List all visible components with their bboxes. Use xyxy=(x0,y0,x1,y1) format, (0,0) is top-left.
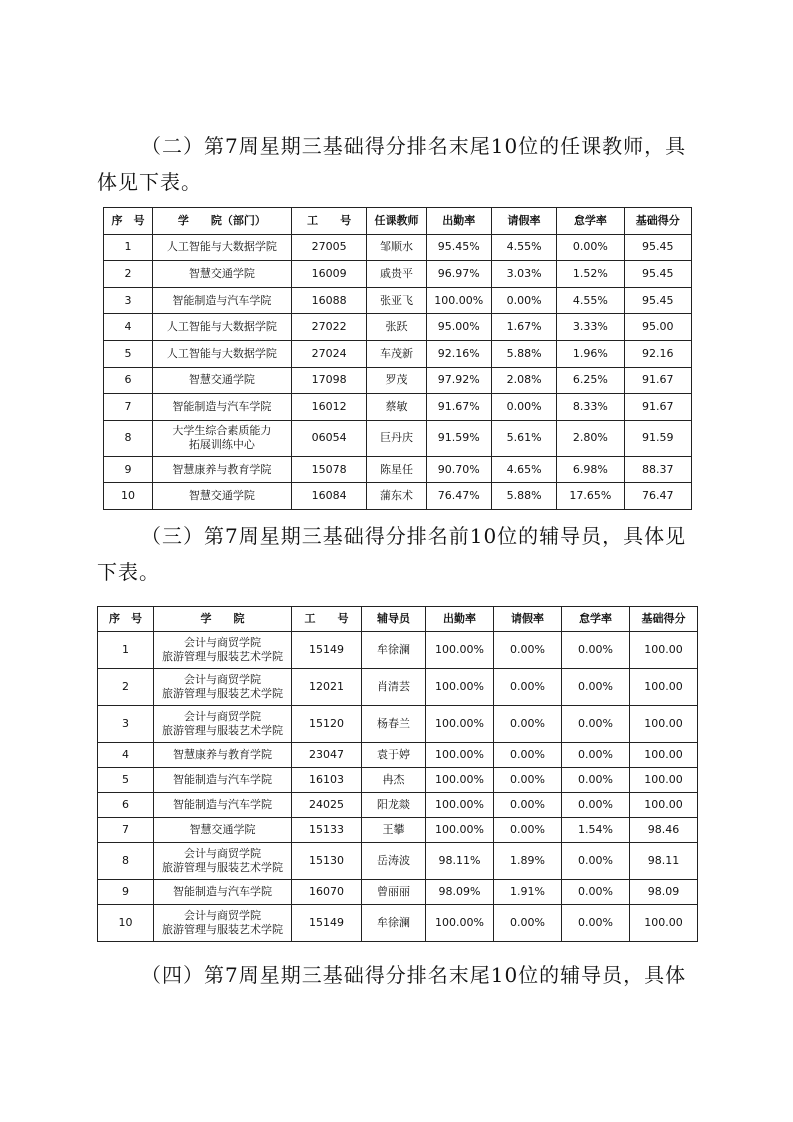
header-id: 工 号 xyxy=(291,208,367,235)
header-attendance: 出勤率 xyxy=(426,208,491,235)
truancy-rate-cell: 1.96% xyxy=(557,340,624,367)
truancy-rate-cell: 0.00% xyxy=(562,905,630,942)
row-number-cell: 10 xyxy=(98,905,154,942)
college-line: 智能制造与汽车学院 xyxy=(172,399,272,413)
college-line: 智能制造与汽车学院 xyxy=(173,798,272,811)
staff-id-cell: 06054 xyxy=(291,420,367,456)
table-row xyxy=(98,793,698,818)
counselor-top10-table xyxy=(97,606,698,942)
staff-id-cell: 27005 xyxy=(291,234,367,261)
table-header-row xyxy=(98,607,698,632)
base-score-cell: 95.45 xyxy=(624,261,691,288)
person-name-cell: 阳龙燚 xyxy=(362,793,426,818)
college-line: 人工智能与大数据学院 xyxy=(166,240,277,254)
staff-id-cell: 23047 xyxy=(292,743,362,768)
staff-id-cell: 24025 xyxy=(292,793,362,818)
attendance-rate-cell: 100.00% xyxy=(426,793,494,818)
college-cell xyxy=(154,818,292,843)
base-score-cell: 95.00 xyxy=(624,314,691,341)
person-name-cell: 罗茂 xyxy=(367,367,426,394)
college-cell xyxy=(154,706,292,743)
row-number-cell: 7 xyxy=(104,394,153,421)
college-line: 会计与商贸学院 xyxy=(184,636,261,649)
table-row xyxy=(98,669,698,706)
staff-id-cell: 15133 xyxy=(292,818,362,843)
staff-id-cell: 15130 xyxy=(292,843,362,880)
staff-id-cell: 16070 xyxy=(292,880,362,905)
college-cell xyxy=(153,314,292,341)
leave-rate-cell: 5.88% xyxy=(491,340,556,367)
row-number-cell: 5 xyxy=(104,340,153,367)
truancy-rate-cell: 0.00% xyxy=(562,743,630,768)
college-line: 智能制造与汽车学院 xyxy=(173,885,272,898)
header-no: 序 号 xyxy=(98,607,154,632)
staff-id-cell: 16088 xyxy=(291,287,367,314)
attendance-rate-cell: 100.00% xyxy=(426,706,494,743)
staff-id-cell: 16009 xyxy=(291,261,367,288)
table-row xyxy=(98,768,698,793)
leave-rate-cell: 0.00% xyxy=(494,818,562,843)
college-line: 会计与商贸学院 xyxy=(184,673,261,686)
college-cell xyxy=(153,420,292,456)
truancy-rate-cell: 0.00% xyxy=(557,234,624,261)
attendance-rate-cell: 95.45% xyxy=(426,234,491,261)
header-score: 基础得分 xyxy=(630,607,698,632)
table-row xyxy=(104,314,692,341)
staff-id-cell: 15149 xyxy=(292,905,362,942)
staff-id-cell: 12021 xyxy=(292,669,362,706)
header-leave: 请假率 xyxy=(491,208,556,235)
base-score-cell: 100.00 xyxy=(630,768,698,793)
row-number-cell: 3 xyxy=(104,287,153,314)
row-number-cell: 1 xyxy=(98,632,154,669)
attendance-rate-cell: 100.00% xyxy=(426,743,494,768)
base-score-cell: 76.47 xyxy=(624,483,691,510)
college-cell xyxy=(154,743,292,768)
person-name-cell: 蒲东术 xyxy=(367,483,426,510)
truancy-rate-cell: 3.33% xyxy=(557,314,624,341)
attendance-rate-cell: 100.00% xyxy=(426,905,494,942)
college-line: 智慧交通学院 xyxy=(188,489,255,503)
staff-id-cell: 27024 xyxy=(291,340,367,367)
college-line: 智能制造与汽车学院 xyxy=(172,293,272,307)
base-score-cell: 95.45 xyxy=(624,234,691,261)
base-score-cell: 100.00 xyxy=(630,706,698,743)
truancy-rate-cell: 6.98% xyxy=(557,456,624,483)
table-row xyxy=(104,234,692,261)
staff-id-cell: 17098 xyxy=(291,367,367,394)
leave-rate-cell: 1.91% xyxy=(494,880,562,905)
table-row xyxy=(98,818,698,843)
header-college: 学 院 xyxy=(154,607,292,632)
college-cell xyxy=(153,287,292,314)
truancy-rate-cell: 0.00% xyxy=(562,669,630,706)
college-line: 旅游管理与服装艺术学院 xyxy=(162,861,283,874)
person-name-cell: 张跃 xyxy=(367,314,426,341)
leave-rate-cell: 0.00% xyxy=(494,632,562,669)
leave-rate-cell: 0.00% xyxy=(494,669,562,706)
header-no: 序 号 xyxy=(104,208,153,235)
row-number-cell: 8 xyxy=(98,843,154,880)
person-name-cell: 肖清芸 xyxy=(362,669,426,706)
header-name: 任课教师 xyxy=(367,208,426,235)
leave-rate-cell: 0.00% xyxy=(494,768,562,793)
person-name-cell: 戚贵平 xyxy=(367,261,426,288)
leave-rate-cell: 1.67% xyxy=(491,314,556,341)
section-three-heading: （三）第7周星期三基础得分排名前10位的辅导员，具体见下表。 xyxy=(97,524,687,584)
header-college: 学 院（部门） xyxy=(153,208,292,235)
table-row xyxy=(104,394,692,421)
base-score-cell: 100.00 xyxy=(630,743,698,768)
base-score-cell: 100.00 xyxy=(630,905,698,942)
row-number-cell: 2 xyxy=(104,261,153,288)
truancy-rate-cell: 1.52% xyxy=(557,261,624,288)
college-line: 旅游管理与服装艺术学院 xyxy=(162,724,283,737)
person-name-cell: 牟徐澜 xyxy=(362,632,426,669)
section-four-heading: （四）第7周星期三基础得分排名末尾10位的辅导员，具体 xyxy=(141,963,687,987)
leave-rate-cell: 1.89% xyxy=(494,843,562,880)
person-name-cell: 车茂新 xyxy=(367,340,426,367)
base-score-cell: 88.37 xyxy=(624,456,691,483)
college-cell xyxy=(153,456,292,483)
row-number-cell: 4 xyxy=(98,743,154,768)
person-name-cell: 牟徐澜 xyxy=(362,905,426,942)
truancy-rate-cell: 6.25% xyxy=(557,367,624,394)
base-score-cell: 100.00 xyxy=(630,632,698,669)
table-row xyxy=(104,261,692,288)
table-row xyxy=(104,367,692,394)
attendance-rate-cell: 100.00% xyxy=(426,768,494,793)
table-row xyxy=(104,340,692,367)
teacher-bottom10-table xyxy=(103,207,692,510)
staff-id-cell: 15078 xyxy=(291,456,367,483)
college-cell xyxy=(154,669,292,706)
college-line: 会计与商贸学院 xyxy=(184,909,261,922)
leave-rate-cell: 4.55% xyxy=(491,234,556,261)
attendance-rate-cell: 92.16% xyxy=(426,340,491,367)
staff-id-cell: 27022 xyxy=(291,314,367,341)
row-number-cell: 9 xyxy=(98,880,154,905)
row-number-cell: 2 xyxy=(98,669,154,706)
header-leave: 请假率 xyxy=(494,607,562,632)
college-line: 智慧交通学院 xyxy=(188,373,255,387)
truancy-rate-cell: 2.80% xyxy=(557,420,624,456)
staff-id-cell: 16084 xyxy=(291,483,367,510)
attendance-rate-cell: 98.11% xyxy=(426,843,494,880)
attendance-rate-cell: 100.00% xyxy=(426,669,494,706)
college-cell xyxy=(154,632,292,669)
truancy-rate-cell: 17.65% xyxy=(557,483,624,510)
attendance-rate-cell: 100.00% xyxy=(426,818,494,843)
person-name-cell: 张亚飞 xyxy=(367,287,426,314)
leave-rate-cell: 0.00% xyxy=(494,793,562,818)
college-cell xyxy=(154,843,292,880)
college-cell xyxy=(154,880,292,905)
college-cell xyxy=(153,234,292,261)
college-cell xyxy=(154,768,292,793)
college-line: 人工智能与大数据学院 xyxy=(166,320,277,334)
person-name-cell: 岳涛波 xyxy=(362,843,426,880)
header-truancy: 怠学率 xyxy=(557,208,624,235)
college-line: 旅游管理与服装艺术学院 xyxy=(162,687,283,700)
row-number-cell: 8 xyxy=(104,420,153,456)
attendance-rate-cell: 96.97% xyxy=(426,261,491,288)
college-cell xyxy=(153,261,292,288)
leave-rate-cell: 5.61% xyxy=(491,420,556,456)
leave-rate-cell: 0.00% xyxy=(494,905,562,942)
row-number-cell: 5 xyxy=(98,768,154,793)
row-number-cell: 10 xyxy=(104,483,153,510)
truancy-rate-cell: 0.00% xyxy=(562,706,630,743)
leave-rate-cell: 0.00% xyxy=(494,706,562,743)
staff-id-cell: 15149 xyxy=(292,632,362,669)
table-row xyxy=(98,743,698,768)
person-name-cell: 巨丹庆 xyxy=(367,420,426,456)
college-cell xyxy=(153,340,292,367)
person-name-cell: 陈星任 xyxy=(367,456,426,483)
table-row xyxy=(98,706,698,743)
college-cell xyxy=(153,483,292,510)
table-row xyxy=(104,420,692,456)
table-row xyxy=(98,632,698,669)
leave-rate-cell: 0.00% xyxy=(491,394,556,421)
section-two-heading: （二）第7周星期三基础得分排名末尾10位的任课教师，具体见下表。 xyxy=(97,134,687,194)
table-row xyxy=(98,843,698,880)
leave-rate-cell: 4.65% xyxy=(491,456,556,483)
attendance-rate-cell: 90.70% xyxy=(426,456,491,483)
attendance-rate-cell: 76.47% xyxy=(426,483,491,510)
base-score-cell: 91.67 xyxy=(624,367,691,394)
person-name-cell: 冉杰 xyxy=(362,768,426,793)
college-cell xyxy=(153,394,292,421)
college-line: 会计与商贸学院 xyxy=(184,847,261,860)
base-score-cell: 91.59 xyxy=(624,420,691,456)
row-number-cell: 9 xyxy=(104,456,153,483)
base-score-cell: 91.67 xyxy=(624,394,691,421)
base-score-cell: 100.00 xyxy=(630,669,698,706)
leave-rate-cell: 0.00% xyxy=(491,287,556,314)
leave-rate-cell: 0.00% xyxy=(494,743,562,768)
staff-id-cell: 16012 xyxy=(291,394,367,421)
truancy-rate-cell: 0.00% xyxy=(562,880,630,905)
table-row xyxy=(104,287,692,314)
truancy-rate-cell: 0.00% xyxy=(562,843,630,880)
college-line: 智慧康养与教育学院 xyxy=(173,748,272,761)
table-row xyxy=(98,905,698,942)
header-attendance: 出勤率 xyxy=(426,607,494,632)
table-header-row xyxy=(104,208,692,235)
row-number-cell: 7 xyxy=(98,818,154,843)
college-cell xyxy=(154,905,292,942)
truancy-rate-cell: 1.54% xyxy=(562,818,630,843)
header-truancy: 怠学率 xyxy=(562,607,630,632)
truancy-rate-cell: 8.33% xyxy=(557,394,624,421)
person-name-cell: 袁于婷 xyxy=(362,743,426,768)
person-name-cell: 王攀 xyxy=(362,818,426,843)
attendance-rate-cell: 95.00% xyxy=(426,314,491,341)
row-number-cell: 6 xyxy=(104,367,153,394)
college-line: 拓展训练中心 xyxy=(188,438,255,452)
base-score-cell: 98.11 xyxy=(630,843,698,880)
college-line: 智慧康养与教育学院 xyxy=(172,462,272,476)
college-line: 智能制造与汽车学院 xyxy=(173,773,272,786)
row-number-cell: 1 xyxy=(104,234,153,261)
attendance-rate-cell: 91.67% xyxy=(426,394,491,421)
college-cell xyxy=(153,367,292,394)
person-name-cell: 曾丽丽 xyxy=(362,880,426,905)
leave-rate-cell: 3.03% xyxy=(491,261,556,288)
person-name-cell: 杨春兰 xyxy=(362,706,426,743)
person-name-cell: 蔡敏 xyxy=(367,394,426,421)
college-cell xyxy=(154,793,292,818)
leave-rate-cell: 5.88% xyxy=(491,483,556,510)
college-line: 智慧交通学院 xyxy=(189,823,256,836)
base-score-cell: 98.09 xyxy=(630,880,698,905)
truancy-rate-cell: 0.00% xyxy=(562,793,630,818)
college-line: 人工智能与大数据学院 xyxy=(166,346,277,360)
college-line: 大学生综合素质能力 xyxy=(172,424,272,438)
college-line: 旅游管理与服装艺术学院 xyxy=(162,923,283,936)
row-number-cell: 6 xyxy=(98,793,154,818)
college-line: 会计与商贸学院 xyxy=(184,710,261,723)
person-name-cell: 邹顺水 xyxy=(367,234,426,261)
table-row xyxy=(104,456,692,483)
header-score: 基础得分 xyxy=(624,208,691,235)
truancy-rate-cell: 0.00% xyxy=(562,768,630,793)
college-line: 智慧交通学院 xyxy=(188,266,255,280)
row-number-cell: 3 xyxy=(98,706,154,743)
table-row xyxy=(104,483,692,510)
attendance-rate-cell: 100.00% xyxy=(426,632,494,669)
attendance-rate-cell: 97.92% xyxy=(426,367,491,394)
attendance-rate-cell: 100.00% xyxy=(426,287,491,314)
base-score-cell: 95.45 xyxy=(624,287,691,314)
truancy-rate-cell: 4.55% xyxy=(557,287,624,314)
header-id: 工 号 xyxy=(292,607,362,632)
base-score-cell: 98.46 xyxy=(630,818,698,843)
attendance-rate-cell: 98.09% xyxy=(426,880,494,905)
staff-id-cell: 15120 xyxy=(292,706,362,743)
header-name: 辅导员 xyxy=(362,607,426,632)
base-score-cell: 92.16 xyxy=(624,340,691,367)
staff-id-cell: 16103 xyxy=(292,768,362,793)
college-line: 旅游管理与服装艺术学院 xyxy=(162,650,283,663)
leave-rate-cell: 2.08% xyxy=(491,367,556,394)
table-row xyxy=(98,880,698,905)
base-score-cell: 100.00 xyxy=(630,793,698,818)
truancy-rate-cell: 0.00% xyxy=(562,632,630,669)
row-number-cell: 4 xyxy=(104,314,153,341)
attendance-rate-cell: 91.59% xyxy=(426,420,491,456)
